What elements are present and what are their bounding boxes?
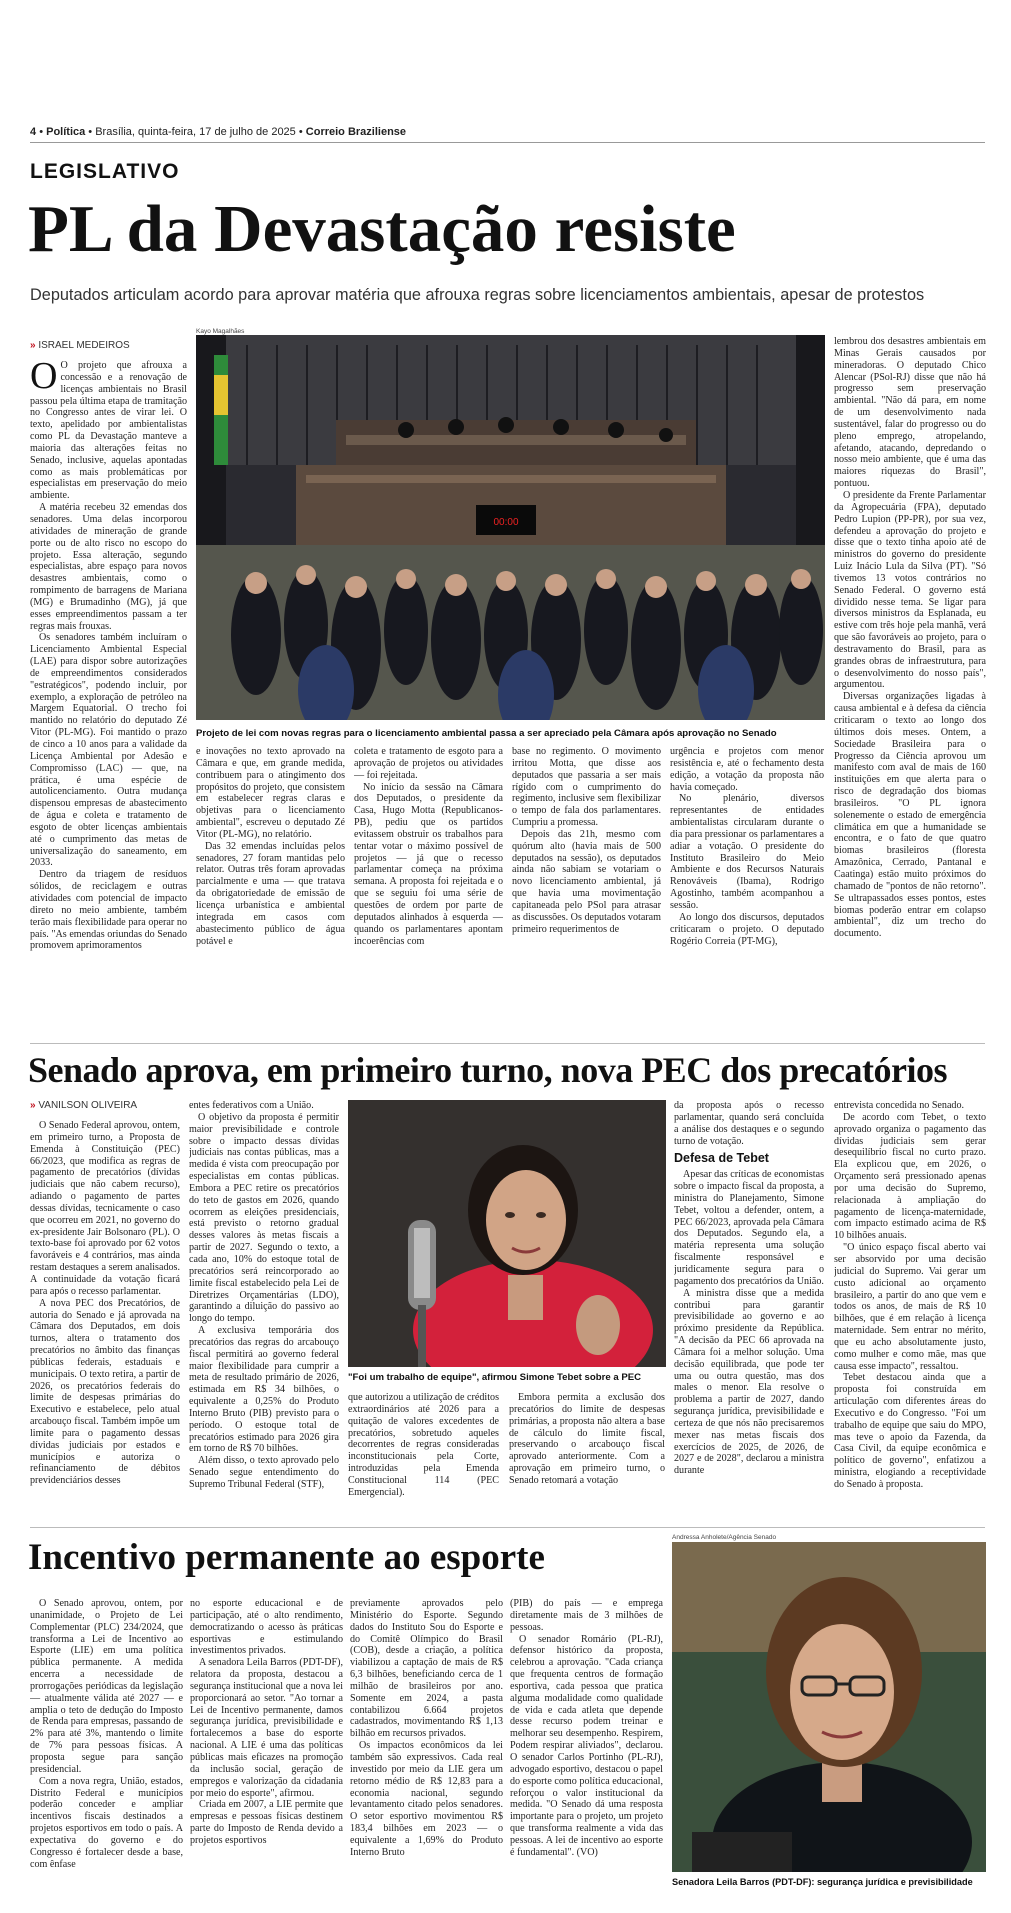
story-divider-2 — [30, 1527, 985, 1528]
story3-column-4: (PIB) do país — e emprega diretamente mais de 3 milhões de pessoas. O senador Romário (PL-RJ), defensor histórico da proposta, celebrou a aprovação. "Cada criança que frequenta centros de formação esportiva, cada pessoa que pratica alguma modalidade como qualidade de vida e cada atleta que depende desse recurso podem treinar e melhorar seu desempenho. Respirem, Podem respirar aliviados", declarou. O senador Carlos Portinho (PL-RJ), advogado esportivo, destacou o papel do esporte como política educacional, reforçou o valor institucional da medida. "O Senado dá uma resposta importante para o projeto, um projeto que transforma realmente a vida das pessoas. A lei de incentivo ao esporte é fundamental". (VO) — [510, 1598, 663, 1858]
story2-column-4a: Embora permita a exclusão dos precatórios do limite de despesas primárias, a proposta não altera a base de cálculo do limite fiscal, preservando o arcabouço fiscal aprovado anteriormente. Com a aprovação em primeiro turno, o Senado retomará a votação — [509, 1392, 665, 1486]
story1-deck: Deputados articulam acordo para aprovar matéria que afrouxa regras sobre licenciamentos ambientais, apesar de protestos — [30, 286, 925, 304]
story1-photo-credit: Kayo Magalhães — [196, 328, 245, 335]
dateline: Brasília, quinta-feira, 17 de julho de 2025 — [95, 126, 296, 138]
story3-caption: Senadora Leila Barros (PDT-DF): segurança jurídica e previsibilidade — [672, 1877, 973, 1887]
story2-column-2: entes federativos com a União. O objetivo da proposta é permitir maior previsibilidade e controle sobre o impacto dessas dívidas judiciais nas contas públicas, mas a medida é vista com preocupação por especialistas em contas públicas. Embora a PEC retire os precatórios do teto de gastos em 2026, quando ocorrem as eleições presidenciais, está previsto o retorno gradual desses valores às metas fiscais a partir de 2027. Segundo o texto, a cada ano, 10% do estoque total de precatórios será reincorporado ao limite fiscal estabelecido pela Lei de Diretrizes Orçamentárias (LDO), garantindo a diluição do passivo ao longo do tempo. A exclusiva temporária dos precatórios das regras do arcabouço fiscal permitirá ao governo federal maior flexibilidade para cumprir a meta de resultado primário de 2026, estimada em R$ 34 bilhões, o equivalente a 0,25% do Produto Interno Bruto (PIB) previsto para o período. O estoque total de precatórios estimado para 2026 gira em torno de R$ 70 bilhões. Além disso, o texto aprovado pelo Senado segue entendimento do Supremo Tribunal Federal (STF), — [189, 1100, 339, 1490]
dropcap: O — [30, 360, 58, 397]
story1-column-5: urgência e projetos com menor resistência e, até o fechamento desta edição, a votação da proposta não havia começado. No plenário, diversos representantes de entidades ambientalistas circularam durante o dia para pressionar os parlamentares a adiar a votação. O presidente do Instituto Brasileiro do Meio Ambiente e dos Recursos Naturais Renováveis (Ibama), Rodrigo Agostinho, também acompanhou a sessão. Ao longo dos discursos, deputados criticaram o projeto. O deputado Rogério Correia (PT-MG), — [670, 746, 824, 947]
story2-caption: "Foi um trabalho de equipe", afirmou Simone Tebet sobre a PEC — [348, 1372, 642, 1383]
story2-byline: » VANILSON OLIVEIRA — [30, 1100, 138, 1111]
tebet-photo — [348, 1100, 666, 1367]
story-divider-1 — [30, 1043, 985, 1044]
story1-column-3: coleta e tratamento de esgoto para a aprovação de projetos ou atividades — foi rejeitada. No início da sessão na Câmara dos Deputados, o presidente da Casa, Hugo Motta (Republicanos-PB), pediu que os partidos evitassem obstruir os trabalhos para tentar votar o máximo possível de projetos — já que o recesso parlamentar começa na próxima semana. A proposta foi rejeitada e o que se seguiu foi uma série de questões de ordem por parte de deputados alinhados à esquerda — quando os parlamentares apontam incoerências com — [354, 746, 503, 947]
story2-headline: Senado aprova, em primeiro turno, nova PEC dos precatórios — [28, 1050, 948, 1090]
story1-caption: Projeto de lei com novas regras para o licenciamento ambiental passa a ser apreciado pela Câmara após aprovação no Senado — [196, 728, 777, 739]
page-number: 4 — [30, 126, 37, 138]
story1-headline: PL da Devastação resiste — [28, 192, 736, 266]
story3-column-2: no esporte educacional e de participação, até o alto rendimento, democratizando o acesso às práticas esportivas e estimulando investimentos privados. A senadora Leila Barros (PDT-DF), relatora da proposta, destacou a segurança institucional que a nova lei proporcionará ao setor. "Ao tornar a Lei de Incentivo permanente, damos segurança jurídica, previsibilidade e fortalecemos a base do esporte nacional. A LIE é uma das políticas públicas mais eficazes na promoção da inclusão social, geração de empregos e valorização da cidadania por meio do esporte", afirmou. Criada em 2007, a LIE permite que empresas e pessoas físicas destinem parte do Imposto de Renda devido a projetos esportivos — [190, 1598, 343, 1846]
story1-column-4: base no regimento. O movimento irritou Motta, que disse aos deputados que passaria a ser mais rígido com o cumprimento do regimento, inclusive sem flexibilizar o tempo de fala dos parlamentares. Cumpriu a promessa. Depois das 21h, mesmo com quórum alto (havia mais de 500 deputados na sessão), os deputados ainda não sabiam se votariam o novo licenciamento ambiental, já que havia uma movimentação capitaneada pelo PSol para atrasar as discussões. Os deputados votaram primeiro requerimentos de — [512, 746, 661, 935]
header-rule — [30, 142, 985, 143]
story1-kicker: LEGISLATIVO — [30, 160, 180, 183]
chamber-photo — [196, 335, 825, 720]
story1-column-2: e inovações no texto aprovado na Câmara e que, em grande medida, contribuem para o atingimento dos propósitos do projeto, que consistem em estabelecer regras claras e objetivas para o licenciamento ambiental", escreveu o deputado Zé Vitor (PL-MG), no relatório. Das 32 emendas incluídas pelos senadores, 27 foram mantidas pelo relator. Outras três foram aprovadas parcialmente e uma — que tratava da obrigatoriedade de emissão de licença urbanística e ambiental integrada em casos com abastecimento público de água potável e — [196, 746, 345, 947]
story2-column-3: que autorizou a utilização de créditos extraordinários até 2026 para a quitação de valores excedentes de precatórios, sobretudo aqueles decorrentes de regras consideradas inconstitucionais pela Corte, introduzidas pela Emenda Constitucional 114 (PEC Emergencial). — [348, 1392, 499, 1498]
newspaper-name: Correio Braziliense — [305, 126, 407, 138]
page-header: 4 • Política • Brasília, quinta-feira, 17 de julho de 2025 • Correio Braziliense — [30, 126, 407, 138]
leila-photo-illustration — [672, 1542, 986, 1872]
chamber-photo-illustration — [196, 335, 825, 720]
story3-photo-credit: Andressa Anholete/Agência Senado — [672, 1534, 777, 1541]
story1-column-6: lembrou dos desastres ambientais em Minas Gerais causados por mineradoras. O deputado Chico Alencar (PSol-RJ) disse que não há progresso sem preservação ambiental. "Não dá para, em nome de um desenvolvimento nada sustentável, falar do progresso ou do pleno emprego, atropelando, afetando, atacando, depredando o nosso meio ambiente, que é uma das maiores riquezas do Brasil", pontuou. O presidente da Frente Parlamentar da Agropecuária (FPA), deputado Pedro Lupion (PP-PR), por sua vez, defendeu a aprovação do projeto e disse que o texto tinha apoio até de ministros do governo do presidente Luiz Inácio Lula da Silva (PT). "Só tivemos 13 votos contrários no Senado Federal. O governo está dividido nesse tema. Se ligar para diversos ministros da Esplanada, eu estive com três hoje pela manhã, verá que são favoráveis ao projeto, para o destravamento do Brasil, para as grandes obras de infraestrutura, para o desenvolvimento do nosso país", argumentou. Diversas organizações ligadas à causa ambiental e à defesa da ciência criticaram o texto ao longo dos últimos dois meses. Ontem, a Sociedade Brasileira para o Progresso da Ciência aprovou um manifesto com aval de mais de 160 instituições em que alerta para o risco de degradação dos biomas brasileiros. "O PL ignora solenemente o estado de emergência climática em que a humanidade se encontra, e o fato de que quatro biomas brasileiros (floresta Amazônica, Cerrado, Pantanal e Caatinga) estão muito próximos do chamado de "pontos de não retorno". Se ultrapassados esses pontos, estes biomas poderão entrar em colapso ambiental", diz um trecho do documento. — [834, 336, 986, 940]
story2-column-1: O Senado Federal aprovou, ontem, em primeiro turno, a Proposta de Emenda à Constituição (PEC) 66/2023, que modifica as regras de pagamento de precatórios (dívidas judiciais que não cabem recurso), adiando o pagamento de partes dessas dívidas, tecnicamente o caso que ocorreu em 2021, no governo do ex-presidente Jair Bolsonaro (PL). O texto-base foi aprovado por 62 votos favoráveis e 4 contrários, mas ainda restam destaques a serem analisados. A continuidade da votação ficará para após o recesso parlamentar. A nova PEC dos Precatórios, de autoria do Senado e já aprovada na Câmara dos Deputados, em dois turnos, altera o tratamento dos precatórios no âmbito das finanças públicas federais, estaduais e municipais. O texto retira, a partir de 2026, os precatórios federais do limite de despesas primárias do Executivo e estabelece, pelo atual arcabouço fiscal. Também impõe um limite para o pagamento dessas dívidas judiciais por estados e municípios e autoriza o refinanciamento de débitos previdenciários desses — [30, 1120, 180, 1487]
story2-column-4: da proposta após o recesso parlamentar, quando será concluída a análise dos destaques e o segundo turno de votação. Defesa de Tebet Apesar das críticas de economistas sobre o impacto fiscal da proposta, a ministra do Planejamento, Simone Tebet, voltou a defender, ontem, a PEC 66/2023, aprovada pela Câmara dos Deputados. Segundo ela, a matéria representa uma solução fiscalmente responsável e juridicamente segura para o pagamento dos precatórios da União. A ministra disse que a medida contribui para garantir previsibilidade ao governo e ao próximo presidente da República. "A decisão da PEC 66 aprovada na Câmara foi a melhor solução. Uma decisão equilibrada, que pode ter uma ou outra questão, mas dos males o menor. Ela resolve o problema a partir de 2027, dando segurança jurídica, previsibilidade e certeza de que nós não precisaremos mexer nas metas fiscais dos exercícios de 2025, de 2026, de 2027 e de 2028", declarou a ministra durante — [674, 1100, 824, 1477]
session-clock: 00:00 — [493, 517, 519, 528]
leila-photo — [672, 1542, 986, 1872]
tebet-photo-illustration — [348, 1100, 666, 1367]
story3-headline: Incentivo permanente ao esporte — [28, 1537, 545, 1578]
story1-column-1: O O projeto que afrouxa a concessão e a renovação de licenças ambientais no Brasil passou pela última etapa de tramitação no Congresso antes de virar lei. O texto, apelidado por ambientalistas como PL da Devastação manteve a maioria das alterações feitas no Senado, inclusive, aquelas apontadas como as mais problemáticas por especialistas em preservação do meio ambiente. A matéria recebeu 32 emendas dos senadores. Uma delas incorporou atividades de mineração de grande porte ou de alto risco no escopo do projeto. Essa alteração, segundo especialistas, abre espaço para novos desastres ambientais, como o rompimento de barragens de Mariana (MG) e Brumadinho (MG), já que esses empreendimentos passam a ter regras mais frouxas. Os senadores também incluíram o Licenciamento Ambiental Especial (LAE) para dispor sobre autorizações de empreendimentos considerados "estratégicos", podendo incluir, por exemplo, a exploração de petróleo na Margem Equatorial. O trecho foi mantido no relatório do deputado Zé Vitor (PL-MG). Foi mantido o prazo de cinco a 10 anos para a validade da Licença Ambiental por Adesão e Compromisso (LAC) — que, na prática, é uma espécie de autolicenciamento. Outra mudança dispensou empresas de abastecimento de água e coleta e tratamento de esgoto de obter licenças ambientais até o cumprimento das metas de universalização do saneamento, em 2033. Dentro da triagem de resíduos sólidos, de reciclagem e outras atividades com potencial de impacto direto no meio ambiente, também terão mais flexibilidade para operar no país. "As emendas oriundas do Senado promovem aprimoramentos — [30, 360, 187, 952]
story1-byline: » ISRAEL MEDEIROS — [30, 340, 130, 351]
section-name: Política — [46, 126, 86, 138]
story2-subhead: Defesa de Tebet — [674, 1151, 769, 1166]
story3-column-1: O Senado aprovou, ontem, por unanimidade, o Projeto de Lei Complementar (PLC) 234/2024, que transforma a Lei de Incentivo ao Esporte (LIE) em uma política pública permanente. A medida encerra a necessidade de prorrogações periódicas da legislação — atualmente válida até 2027 — e amplia o teto de dedução do Imposto de Renda para empresas, passando de 2% para até 3%, mantendo o limite de 7% para pessoas físicas. A proposta segue para sanção presidencial. Com a nova regra, União, estados, Distrito Federal e municípios poderão conceder e ampliar incentivos fiscais destinados a projetos esportivos em todo o país. A expectativa do governo e do Congresso é fortalecer desde a base, com ênfase — [30, 1598, 183, 1870]
story3-column-3: previamente aprovados pelo Ministério do Esporte. Segundo dados do Instituto Sou do Esporte e do Comitê Olímpico do Brasil (COB), desde a criação, a política viabilizou a captação de mais de R$ 6,3 bilhões, beneficiando cerca de 1 milhão de brasileiros por ano. Somente em 2024, a pasta contabilizou 6.664 projetos cadastrados, movimentando R$ 1,13 bilhão em recursos privados. Os impactos econômicos da lei também são expressivos. Cada real investido por meio da LIE gera um retorno médio de R$ 12,83 para a economia nacional, segundo levantamento citado pelos senadores. O setor esportivo movimentou R$ 183,4 bilhões em 2023 — o equivalente a 1,69% do Produto Interno Bruto — [350, 1598, 503, 1858]
story2-column-5: entrevista concedida no Senado. De acordo com Tebet, o texto aprovado organiza o pagamento das dívidas judiciais sem gerar desequilíbrio fiscal no curto prazo. Ela explicou que, em 2026, o Orçamento será pressionado apenas por uma decisão do Supremo, relacionada à ampliação do pagamento de licença-maternidade, com impacto estimado acima de R$ 10 bilhões anuais. "O único espaço fiscal aberto vai ser absorvido por uma decisão judicial do Supremo. Vai gerar um custo adicional ao orçamento brasileiro, a partir do ano que vem e todos os anos, de mais de R$ 10 bilhões, que é em relação à licença maternidade. Sem entrar no mérito, que eu acho absolutamente justo, como mulher e como mãe, mas que causa esse impacto", ressaltou. Tebet destacou ainda que a proposta foi construída em articulação com diferentes áreas do Executivo e do Congresso. "Foi um trabalho de equipe que saiu do MPO, mas teve o apoio da Fazenda, da Casa Civil, da equipe econômica e político de governo", enfatizou a ministra, elogiando a receptividade do Senado à proposta. — [834, 1100, 986, 1490]
